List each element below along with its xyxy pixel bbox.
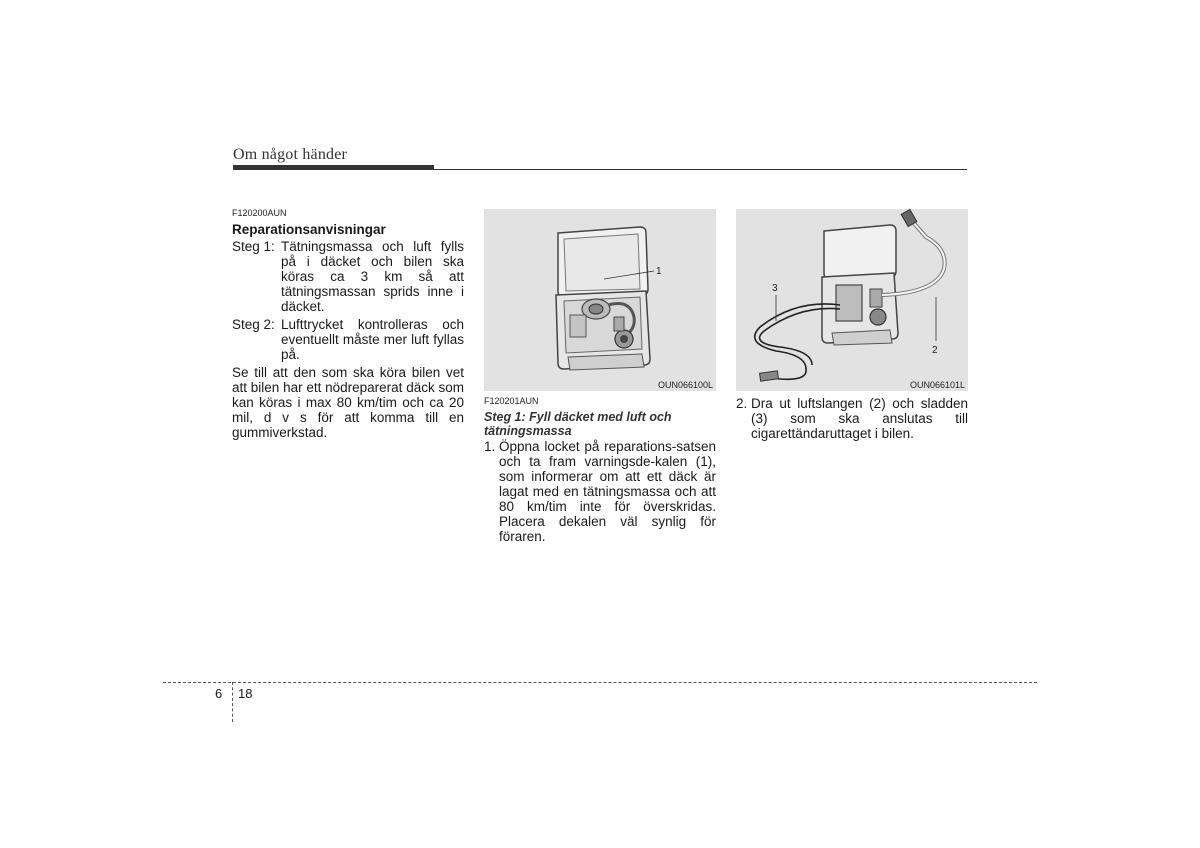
section-heading: Reparationsanvisningar — [232, 222, 386, 237]
step-text: Tätningsmassa och luft fylls på i däcket och bilen ska köras ca 3 km så att tätningsmassan sprids inne i däcket. — [281, 239, 464, 314]
numbered-item — [736, 396, 968, 441]
item-number: 1. — [484, 439, 496, 454]
callout-1: 1 — [656, 266, 662, 277]
step-label: Steg 2: — [232, 317, 275, 332]
step-item — [232, 317, 464, 362]
item-number: 2. — [736, 396, 748, 411]
figure-code: OUN066101L — [909, 380, 965, 390]
hose-cable-illustration — [736, 209, 968, 391]
numbered-item — [484, 439, 716, 544]
step-item — [232, 239, 464, 314]
footer-dashed-rule — [163, 682, 1037, 683]
step-text: Lufttrycket kontrolleras och eventuellt måste mer luft fyllas på. — [281, 317, 464, 362]
figure-repair-kit-open — [484, 209, 716, 391]
section-code: F120201AUN — [484, 396, 539, 406]
footer-dashed-divider — [232, 682, 233, 722]
step-subheading: Steg 1: Fyll däcket med luft och tätningsmassa — [484, 410, 672, 438]
step-label: Steg 1: — [232, 239, 275, 254]
callout-3: 3 — [772, 283, 778, 294]
header-rule-thick — [233, 165, 434, 170]
figure-hose-and-cable — [736, 209, 968, 391]
warning-paragraph: Se till att den som ska köra bilen vet att bilen har ett nödreparerat däck som kan köras i max 80 km/tim och ca 20 mil, d v s för att komma till en gummiverkstad. — [232, 365, 464, 440]
callout-2: 2 — [932, 345, 938, 356]
chapter-number: 6 — [215, 686, 223, 701]
column-repair-instructions — [232, 208, 464, 440]
section-code: F120200AUN — [232, 208, 287, 218]
repair-kit-illustration — [484, 209, 716, 391]
figure-code: OUN066100L — [657, 380, 713, 390]
column-step-1 — [484, 396, 716, 544]
item-text: Dra ut luftslangen (2) och sladden (3) som ska anslutas till cigarettändaruttaget i bilen. — [751, 396, 968, 441]
item-text: Öppna locket på reparations-satsen och ta fram varningsde-kalen (1), som informerar om att ett däck är lagat med en tätningsmassa och att 80 km/tim inte för överskridas. Placera dekalen väl synlig för föraren. — [499, 439, 716, 544]
header-rule-thin — [434, 169, 967, 170]
page-header-title: Om något händer — [233, 146, 348, 163]
column-step-2 — [736, 396, 968, 441]
page-number: 18 — [238, 686, 253, 701]
